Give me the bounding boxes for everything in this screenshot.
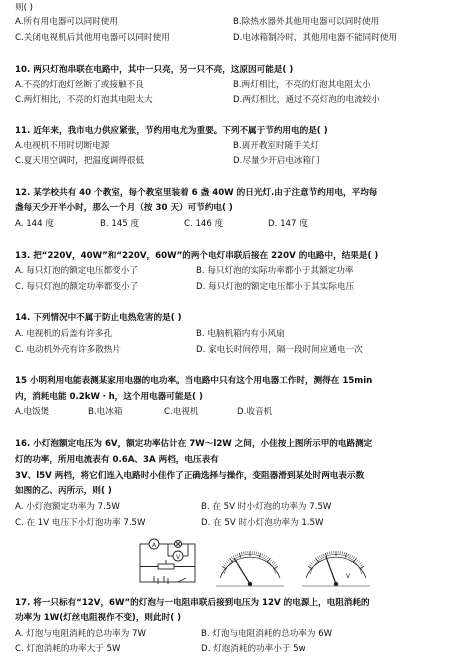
q17-option-a: A. 灯泡与电阻消耗的总功率为 7W <box>15 629 147 639</box>
q16-stem-line3: 3V、l5V 两档，将它们连入电路时小佳作了正确选择与操作，变阻器滑到某处时两电表示数 <box>15 471 365 481</box>
q16-figures-svg <box>130 538 380 592</box>
dial-tick <box>309 564 311 565</box>
dial-tick <box>264 555 265 557</box>
dial-tick <box>235 555 236 557</box>
q13-option-b: B. 每只灯泡的实际功率都小于其额定功率 <box>196 266 354 276</box>
q14-option-b: B. 电脑机箱内有小风扇 <box>196 329 285 339</box>
q14-stem: 14. 下列情况中不属于防止电热危害的是( ) <box>15 313 182 323</box>
q12-option-c: C. 146 度 <box>184 219 224 229</box>
dial-tick <box>358 561 360 563</box>
q16-stem-line4: 如图的乙、丙所示，则( ) <box>15 486 112 496</box>
q15-option-d: D.收音机 <box>237 407 273 417</box>
q11-option-c: C.夏天用空调时，把温度调得很低 <box>15 156 145 166</box>
dial-tick <box>359 563 361 565</box>
dial-tick <box>273 563 275 565</box>
q13-option-a: A. 每只灯泡的额定电压都变小了 <box>15 266 138 276</box>
dial-tick <box>353 558 356 562</box>
q16-option-a: A. 小灯泡额定功率为 7.5W <box>15 502 120 512</box>
q15-stem-line2: 内，消耗电能 0.2kW・h，这个用电器可能是( ) <box>15 392 203 402</box>
dial-tick <box>239 553 241 558</box>
dial-tick <box>357 560 359 562</box>
dial-tick <box>314 560 316 562</box>
dial-tick <box>233 556 234 558</box>
q17-stem-line2: 功率为 1W(灯丝电阻视作不变)，则此时( ) <box>15 613 182 623</box>
dial-tick <box>226 561 228 563</box>
dial-tick <box>225 563 227 565</box>
q12-option-a: A. 144 度 <box>15 219 54 229</box>
q15-option-b: B.电冰箱 <box>88 407 123 417</box>
dial-tick <box>323 554 324 556</box>
dial-tick <box>344 552 345 554</box>
q15-stem-line1: 15 小明利用电能表测某家用电器的电功率。当电路中只有这个用电器工作时，测得在 15min <box>15 376 373 386</box>
dial-tick <box>241 552 242 554</box>
q16-option-d: D. 在 5V 时小灯泡功率为 1.5W <box>201 518 324 528</box>
q14-option-d: D. 家电长时间停用，隔一段时间应通电一次 <box>196 345 363 355</box>
dial-tick <box>272 561 274 563</box>
dial-tick <box>230 558 233 562</box>
q12-option-d: D. 147 度 <box>268 219 308 229</box>
dial-tick <box>348 554 349 556</box>
q16-figures <box>130 538 380 592</box>
q11-option-a: A.电视机不用时切断电源 <box>15 141 110 151</box>
q17-option-c: C. 灯泡消耗的功率大于 5W <box>15 644 121 654</box>
q12-stem-line1: 12. 某学校共有 40 个教室，每个教室里装着 6 盏 40W 的日光灯.由于注意节约用电，平均每 <box>15 188 378 198</box>
q10-option-b: B.两灯相比，不亮的灯泡其电阻太小 <box>233 80 371 90</box>
prev-question-tail: 则( ) <box>15 3 34 13</box>
q15-option-c: C.电视机 <box>164 407 199 417</box>
prev-option-c: C.关闭电视机后其他用电器可以同时使用 <box>15 33 170 43</box>
dial-tick <box>258 552 259 554</box>
dial-tick <box>231 557 232 559</box>
q16-option-c: C. 在 1V 电压下小灯泡功率 7.5W <box>15 518 146 528</box>
prev-option-b: B.除热水器外其他用电器可以同时使用 <box>233 17 380 27</box>
q14-option-c: C. 电动机外壳有许多散热片 <box>15 345 121 355</box>
dial-tick <box>350 555 351 557</box>
q16-option-b: B. 在 5V 时小灯泡的功率为 7.5W <box>201 502 332 512</box>
switch-symbol <box>178 578 186 582</box>
rheostat-symbol <box>158 564 174 569</box>
dial-tick <box>275 564 277 565</box>
q11-option-d: D.尽量少开启电冰箱门 <box>233 156 320 166</box>
q11-option-b: B.离开教室时随手关灯 <box>233 141 319 151</box>
prev-option-a: A.所有用电器可以同时使用 <box>15 17 118 27</box>
voltmeter-dial <box>302 551 370 586</box>
dial-tick <box>345 553 347 558</box>
q17-option-d: D. 灯泡消耗的功率小于 5w <box>201 644 306 654</box>
q12-option-b: B. 145 度 <box>100 219 140 229</box>
q10-option-a: A.不亮的灯泡灯丝断了或接触不良 <box>15 80 144 90</box>
ammeter-letter: A <box>151 541 157 549</box>
q17-stem-line1: 17. 将一只标有“12V，6W”的灯泡与一电阻串联后接到电压为 12V 的电源上，电阻消耗的 <box>15 598 370 608</box>
dial-tick <box>352 556 353 558</box>
dial-tick <box>267 557 268 559</box>
dial-tick <box>321 555 322 557</box>
q13-stem: 13. 把“220V，40W”和“220V，60W”的两个电灯串联后接在 220V 的电路中，结果是( ) <box>15 251 379 261</box>
dial-tick <box>353 557 354 559</box>
ammeter-dial <box>216 551 284 586</box>
dial-tick <box>317 557 318 559</box>
dial-tick <box>311 563 313 565</box>
q17-option-b: B. 灯泡与电阻消耗的总功率为 6W <box>201 629 333 639</box>
dial-tick <box>259 553 261 558</box>
dial-tick <box>271 560 273 562</box>
q14-option-a: A. 电视机的后盖有许多孔 <box>15 329 113 339</box>
q13-option-d: D. 每只灯泡的额定电压都小于其实际电压 <box>196 282 355 292</box>
dial-tick <box>228 560 230 562</box>
dial-tick <box>316 558 319 562</box>
q16-stem-line1: 16. 小灯泡额定电压为 6V，额定功率估计在 7W～l2W 之间，小佳按上图所示甲的电路测定 <box>15 439 373 449</box>
dial-tick <box>361 564 363 565</box>
q11-stem: 11. 近年来，我市电力供应紧张，节约用电尤为重要。下列不属于节约用电的是( ) <box>15 126 328 136</box>
dial-tick <box>266 556 267 558</box>
dial-tick <box>262 554 263 556</box>
prev-option-d: D.电冰箱制冷时，其他用电器不能同时使用 <box>233 33 398 43</box>
q15-option-a: A.电饭煲 <box>15 407 50 417</box>
q10-option-c: C.两灯相比，不亮的灯泡其电阻太大 <box>15 95 153 105</box>
ammeter-needle <box>234 558 250 584</box>
voltmeter-dial-letter: V <box>346 573 351 580</box>
dial-tick <box>327 552 328 554</box>
voltmeter-needle <box>326 557 336 584</box>
q13-option-c: C. 每只灯泡的额定功率都变小了 <box>15 282 139 292</box>
dial-tick <box>223 564 225 565</box>
q10-option-d: D.两灯相比，通过不亮灯泡的电流较小 <box>233 95 380 105</box>
dial-tick <box>312 561 314 563</box>
dial-tick <box>237 554 238 556</box>
circuit-diagram <box>140 539 195 584</box>
q16-stem-line2: 灯的功率，所用电流表有 0.6A、3A 两档，电压表有 <box>15 455 219 465</box>
q12-stem-line2: 盏每天少开半小时，那么一个月（按 30 天）可节约电( ) <box>15 203 233 213</box>
q10-stem: 10. 两只灯泡串联在电路中，其中一只亮，另一只不亮，这原因可能是( ) <box>15 65 294 75</box>
voltmeter-letter: V <box>175 553 181 561</box>
dial-tick <box>267 558 270 562</box>
dial-tick <box>319 556 320 558</box>
